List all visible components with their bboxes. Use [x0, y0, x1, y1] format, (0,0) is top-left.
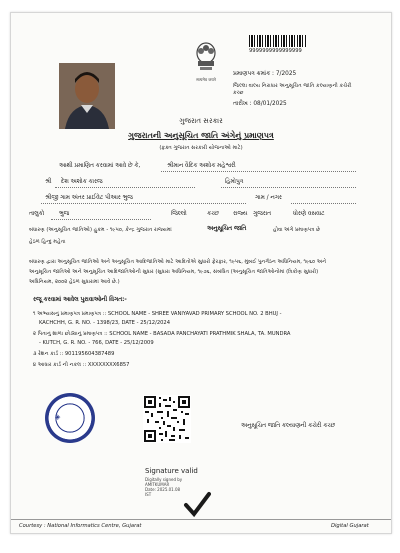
doc-item: KACHCHH, G. R. NO. - 1398/23, DATE - 25/12/2024 [39, 320, 171, 326]
body-para-1: બંધારણ દ્વારા અનુસૂચિત જાતિઓ અને અનુસૂચિત આદિજાતિઓ માટે આદિતોએ સુધારો ફેરફાર, ૧૯૫૬, મુંબઈ પુનર્ગઠન અધિનિયમ, ૧૯૬૦ અને [29, 259, 327, 265]
issue-date-row [233, 101, 287, 108]
footer-divider [11, 519, 391, 520]
order-line: બંધારણ (અનુસૂચિત જાતિઓ) હુકમ - ૧૯૫૦, કેન્દ્ર ગુજરાત રાજ્યમાં [29, 227, 172, 233]
name-underline [161, 171, 356, 172]
seal-text-icon: ◈ [55, 413, 61, 421]
village-underline [291, 203, 356, 204]
relation-value: હિમોપુત્ર [225, 179, 244, 185]
signing-office: અનુસૂચિત જાતિ કલ્યાણની કચેરી કચ્છ [241, 423, 335, 429]
doc-item: ૪ આધાર કાર્ડ ની નકલ :: XXXXXXXX6857 [33, 362, 130, 368]
barcode-text: 9999999999999999 [249, 48, 302, 54]
issuing-office: જિલ્લા વાલ્ય નિરાધાર અનુસૂચિત જાતિ કલ્યાણની કચેરી કચ્છ [233, 83, 352, 96]
relation-underline [221, 187, 356, 188]
certificate-barcode [249, 35, 307, 47]
signer-line: Date: 2025.01.08 [145, 487, 181, 492]
svg-text:सत्यमेव जयते: सत्यमेव जयते [196, 77, 216, 82]
docs-heading: રજૂ કરવામાં આવેલ પુરાવાઓની વિગત:- [33, 297, 127, 303]
cert-no-row [233, 71, 296, 78]
father-label: શ્રી [45, 179, 52, 185]
signer-line: Digitally signed by [145, 477, 183, 482]
office-seal-icon [45, 393, 95, 443]
footer-brand: Digital Gujarat [331, 523, 369, 529]
signer-line: IST [145, 492, 152, 497]
name-label: આથી પ્રમાણિત કરવામાં આવે છે કે, [59, 163, 141, 169]
village-label: ગામ / નગર [255, 195, 282, 201]
district-value: કચ્છ [207, 211, 219, 217]
caste-value: અનુસૂચિત જાતિ [207, 226, 247, 232]
taluka-value: ભુજ [59, 211, 70, 217]
state-value: ગુજરાત [253, 211, 271, 217]
father-underline [55, 187, 195, 188]
cert-no-value: 7/2025 [275, 71, 297, 77]
name-value: શ્રીમાન વૈદિક અશોક મહેશ્વરી [167, 163, 236, 169]
certificate-subtitle: (ફક્ત ગુજરાત સરકારી યોજનાઓ માટે) [159, 145, 243, 151]
belongs-line: હેઠળ હિન્દુ મહેતા [29, 239, 66, 245]
address-value: શ્રીજી ગામ અંતર પ્રાઈવેટ પીઆર ભુજ [45, 195, 133, 201]
residence-label: ધોરણે વસવાટ [293, 211, 325, 217]
national-emblem-icon [191, 41, 221, 85]
valid-check-icon [183, 491, 211, 519]
doc-item: - KUTCH, G. R. NO. - 766, DATE - 25/12/2009 [39, 340, 154, 346]
taluka-underline [51, 219, 151, 220]
district-label: જિલ્લો [171, 211, 187, 217]
state-label: રાજ્ય [233, 211, 248, 217]
doc-item: ૨ પિતાનું શાળા છોડ્યાનું પ્રમાણપત્ર :: SCHOOL NAME - BASADA PANCHAYATI PRATHMIK SHALA, TA. MUNDRA [33, 331, 291, 337]
issue-date-value: 08/01/2025 [253, 101, 287, 107]
certificate-page [10, 12, 392, 534]
doc-item: ૧ અભ્યાસનું પ્રમાણપત્ર પ્રમાણપત્ર :: SCHOOL NAME - SHREE VANIYAVAD PRIMARY SCHOOL NO. 2 BHUJ - [33, 311, 282, 317]
address-underline [41, 203, 246, 204]
signature-valid-text: Signature valid [145, 467, 198, 475]
caste-suffix: હોવા અંગે પ્રમાણપત્ર છે [273, 227, 321, 233]
taluka-label: તાલુકો [29, 211, 45, 217]
body-para-2: અનુસૂચિત જાતિઓ અને અનુસૂચિત આદિજાતિઓની સુધાર (સુધારા અધિનિયમ, ૧૯૭૬, સંબંધિત (અનુસૂચિત જાતિઓનોમાં (ત્રિકોણ સુધારો) [29, 269, 319, 275]
certificate-title: ગુજરાતની અનુસૂચિત જાતિ અંગેનું પ્રમાણપત્ર [128, 131, 274, 140]
issue-date-label: તારીખ : [233, 101, 252, 107]
body-para-3: અધિનિયમ, ૨૦૦૨ હેઠળ સુધારામાં આવે છે.) [29, 279, 120, 285]
signer-line: AMITKUMAR [145, 482, 170, 487]
qr-code [143, 395, 191, 443]
father-value: દેશ અશોક કારજ઼ [61, 179, 103, 185]
footer-courtesy: Courtesy : National Informatics Centre, Gujarat [19, 523, 142, 529]
govt-title: ગુજરાત સરકાર [179, 117, 223, 125]
doc-item: ૩ રેશન કાર્ડ :: 901195604387489 [33, 351, 115, 357]
cert-no-label: પ્રમાણપત્ર ક્રમાંક : [233, 71, 274, 77]
